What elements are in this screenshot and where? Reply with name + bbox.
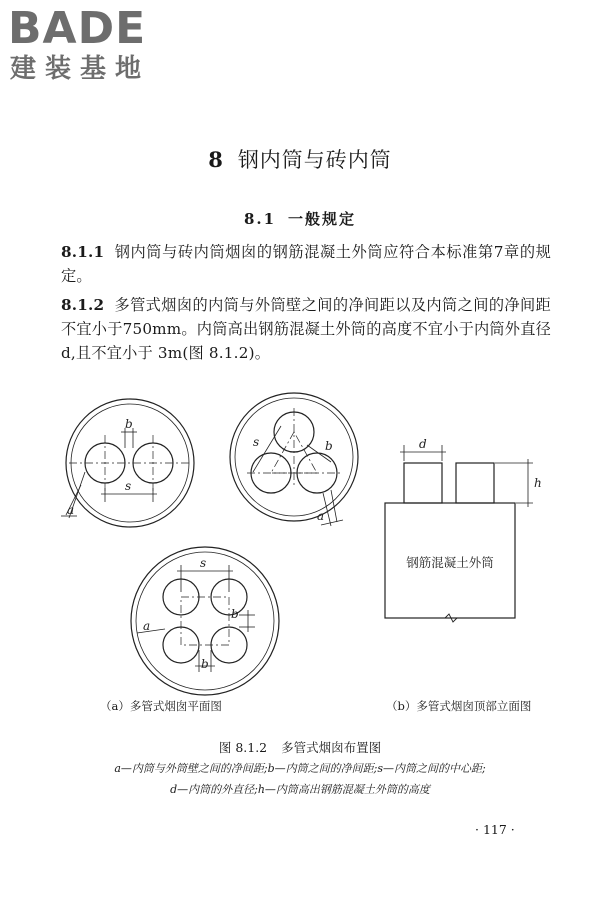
caption-a: （a）多管式烟囱平面图 xyxy=(100,699,222,713)
label-a: a xyxy=(67,503,75,517)
figure-legend-line1: a—内筒与外筒壁之间的净间距;b—内筒之间的净间距;s—内筒之间的中心距; xyxy=(114,762,486,775)
figure-number: 图 8.1.2 xyxy=(218,740,268,755)
figure-legend-line2: d—内筒的外直径;h—内筒高出钢筋混凝土外筒的高度 xyxy=(170,783,430,796)
figure-title xyxy=(0,738,600,756)
clause-text: 钢内筒与砖内筒烟囱的钢筋混凝土外筒应符合本标准第7章的规定。 xyxy=(61,243,551,285)
flue-elevation xyxy=(404,463,442,503)
clause-text: 多管式烟囱的内筒与外筒壁之间的净间距以及内筒之间的净间距不宜小于750mm。内筒高出钢筋混凝土外筒的高度不宜小于内筒外直径 d,且不宜小于 3m(图 8.1.2)。 xyxy=(61,296,551,362)
clause-number: 8.1.2 xyxy=(61,296,105,314)
clause-number: 8.1.1 xyxy=(61,243,105,261)
chapter-number: 8 xyxy=(208,147,224,172)
logo-subtitle: 建装基地 xyxy=(10,54,151,84)
figure-title-text: 多管式烟囱布置图 xyxy=(281,740,382,755)
chapter-title xyxy=(0,144,600,174)
page-number: · 117 · xyxy=(475,822,515,837)
label-a: a xyxy=(317,509,325,523)
logo xyxy=(8,4,178,86)
logo-word: BADE xyxy=(8,3,147,54)
label-s: s xyxy=(253,435,260,449)
section-title xyxy=(0,208,600,229)
section-number: 8.1 xyxy=(243,210,277,228)
label-s: s xyxy=(125,479,132,493)
label-a: a xyxy=(143,619,151,633)
plan-three-flues xyxy=(230,393,358,526)
clause-8-1-2 xyxy=(61,293,551,365)
clause-8-1-1 xyxy=(61,240,551,288)
flue-elevation xyxy=(456,463,494,503)
label-b: b xyxy=(325,439,333,453)
layout-figure xyxy=(55,390,565,720)
label-b: b xyxy=(231,607,239,621)
label-b: b xyxy=(125,417,133,431)
label-d: d xyxy=(419,437,427,451)
label-h: h xyxy=(534,476,542,490)
chapter-title-text: 钢内筒与砖内筒 xyxy=(237,148,392,172)
concrete-shell-label: 钢筋混凝土外筒 xyxy=(406,555,494,570)
section-title-text: 一般规定 xyxy=(288,210,357,228)
elevation-top xyxy=(385,445,533,622)
caption-b: （b）多管式烟囱顶部立面图 xyxy=(386,699,532,713)
label-s: s xyxy=(200,556,207,570)
label-b: b xyxy=(201,657,209,671)
